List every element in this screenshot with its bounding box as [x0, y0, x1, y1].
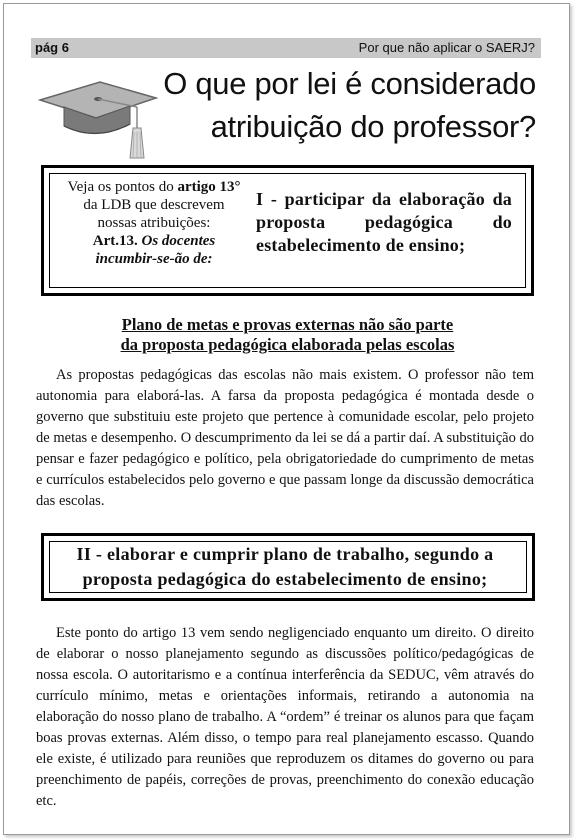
article-label: Art.13.: [92, 233, 142, 249]
paragraph-2: Este ponto do artigo 13 vem sendo negligenciado enquanto um direito. O direito de elaborar o nosso planejamento segundo as discussões político/pedagógicas de nossa escola. O autoritarismo e a contínua interferência da SEDUC, vêm através do currículo mínimo, metas e orientações informais, retirando a autonomia na elaboração do nosso plano de trabalho. A “ordem” é treinar os alunos para que façam boas provas externas. Além disso, o tempo para real planejamento escasso. Quando ele existe, é utilizado para reuniões que reproduzem os ditames do governo ou para preenchimento de papéis, correções de provas, preenchimento do conexão educação etc.: [36, 625, 534, 809]
article-item-1: I - participar da elaboração da proposta pedagógica do estabelecimento de ensino;: [256, 189, 512, 255]
header-bar: [31, 38, 541, 58]
article-item-2-box: [41, 533, 535, 601]
article-reference: artigo 13°: [177, 179, 241, 195]
section-subheading: Plano de metas e provas externas não são parte da proposta pedagógica elaborada pelas escolas: [120, 315, 455, 354]
paragraph-1: As propostas pedagógicas das escolas não mais existem. O professor não tem autonomia para elaborá-las. A farsa da proposta pedagógica é montada desde o governo que substituiu este projeto que pertence à comunidade escolar, pelo projeto de metas e desempenho. O descumprimento da lei se dá a partir daí. A substituição do pensar e fazer pedagógico e político, pela obrigatoriedade do cumprimento de metas e currículos estabelecidos pelo governo e que passam longe da discussão democrática das escolas.: [36, 367, 534, 509]
graduation-cap-icon: [38, 62, 158, 160]
title-line-2: atribuição do professor?: [210, 109, 536, 144]
header-title: Por que não aplicar o SAERJ?: [358, 40, 535, 55]
page-number: pág 6: [35, 40, 69, 55]
article-intro: Veja os pontos do artigo 13° da LDB que descrevem nossas atribuições: Art.13. Os docentes incumbir-se-ão de:: [67, 179, 241, 267]
article-item-2: II - elaborar e cumprir plano de trabalho, segundo a proposta pedagógica do estabelecimento de ensino;: [76, 544, 494, 589]
page-title: [150, 62, 536, 148]
title-line-1: O que por lei é considerado: [163, 66, 536, 101]
article-box: [41, 165, 534, 296]
